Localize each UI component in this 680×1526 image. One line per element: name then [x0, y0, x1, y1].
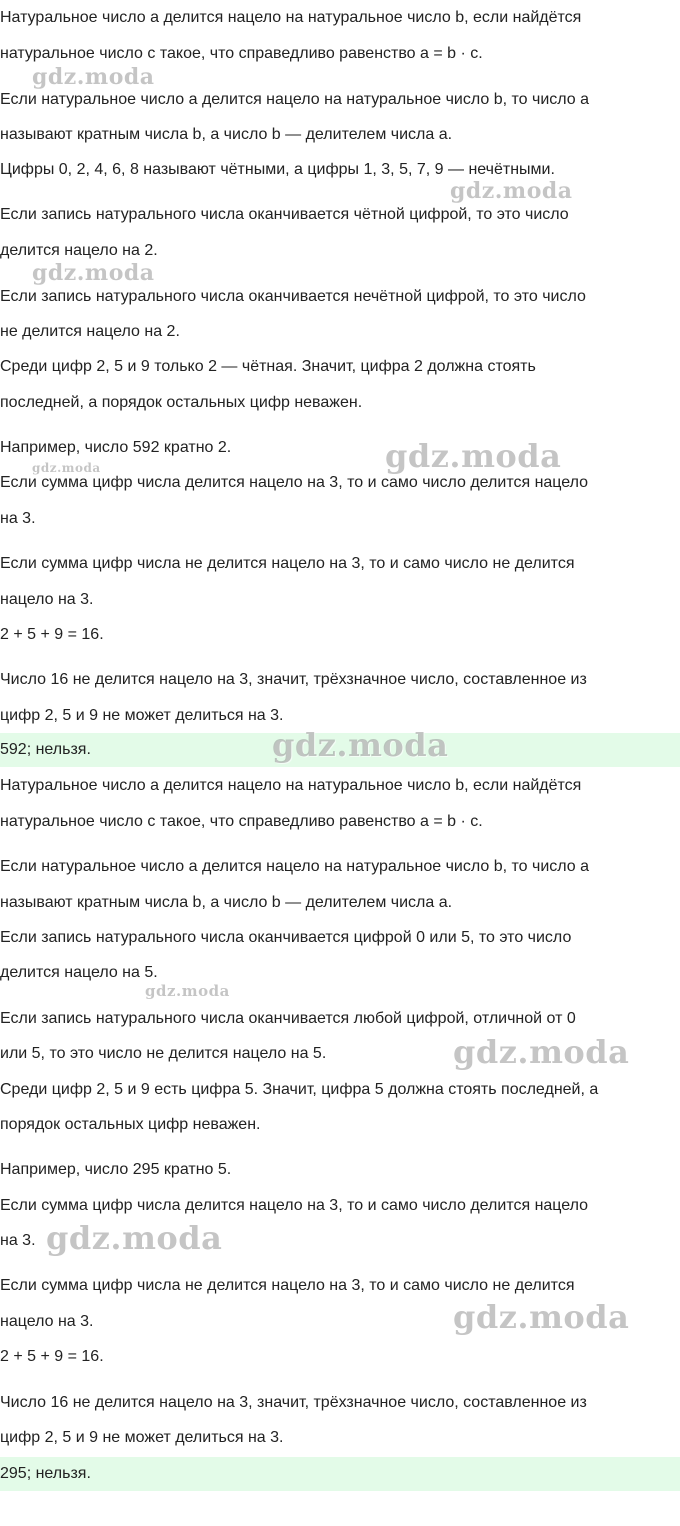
watermark: gdz.moda [272, 726, 449, 764]
text-line: Например, число 295 кратно 5. [0, 1161, 232, 1178]
text-line: Например, число 592 кратно 2. [0, 439, 232, 456]
text-line: делится нацело на 5. [0, 964, 158, 981]
watermark: gdz.moda [145, 982, 230, 1000]
text-line: делится нацело на 2. [0, 242, 158, 259]
text-line: Число 16 не делится нацело на 3, значит, трёхзначное число, составленное из [0, 1394, 587, 1411]
text-line: Если сумма цифр числа делится нацело на 3, то и само число делится нацело [0, 1197, 589, 1214]
text-line: последней, а порядок остальных цифр неважен. [0, 394, 363, 411]
text-line: Число 16 не делится нацело на 3, значит, трёхзначное число, составленное из [0, 671, 587, 688]
text-line: на 3. [0, 1232, 36, 1249]
watermark: gdz.moda [453, 1033, 630, 1071]
watermark: gdz.moda [450, 178, 573, 204]
text-line: Среди цифр 2, 5 и 9 есть цифра 5. Значит, цифра 5 должна стоять последней, а [0, 1081, 599, 1098]
text-line: Если запись натурального числа оканчивается цифрой 0 или 5, то это число [0, 929, 572, 946]
text-line: нацело на 3. [0, 1313, 94, 1330]
text-line: Если натуральное число a делится нацело на натуральное число b, то число a [0, 91, 590, 108]
text-line: Натуральное число a делится нацело на натуральное число b, если найдётся [0, 9, 582, 26]
text-line: или 5, то это число не делится нацело на 5. [0, 1045, 327, 1062]
text-line: порядок остальных цифр неважен. [0, 1116, 261, 1133]
text-line: не делится нацело на 2. [0, 323, 180, 340]
text-line: называют кратным числа b, а число b — делителем числа a. [0, 126, 453, 143]
text-line: Если запись натурального числа оканчивается чётной цифрой, то это число [0, 206, 569, 223]
equation-line: 2 + 5 + 9 = 16. [0, 1348, 104, 1365]
equation-line: 2 + 5 + 9 = 16. [0, 626, 104, 643]
text-line: натуральное число c такое, что справедливо равенство a = b · c. [0, 45, 483, 62]
answer-box: 592; нельзя. [0, 733, 680, 767]
watermark: gdz.moda [32, 64, 155, 90]
text-line: на 3. [0, 510, 36, 527]
text-line: нацело на 3. [0, 591, 94, 608]
watermark: gdz.moda [46, 1219, 223, 1257]
text-line: Если натуральное число a делится нацело на натуральное число b, то число a [0, 858, 590, 875]
text-line: Если запись натурального числа оканчивается нечётной цифрой, то это число [0, 288, 586, 305]
text-line: Цифры 0, 2, 4, 6, 8 называют чётными, а цифры 1, 3, 5, 7, 9 — нечётными. [0, 161, 555, 178]
text-line: Если сумма цифр числа делится нацело на 3, то и само число делится нацело [0, 474, 589, 491]
text-line: натуральное число c такое, что справедливо равенство a = b · c. [0, 813, 483, 830]
text-line: Среди цифр 2, 5 и 9 только 2 — чётная. Значит, цифра 2 должна стоять [0, 358, 536, 375]
watermark: gdz.moda [32, 461, 101, 475]
text-line: Если сумма цифр числа не делится нацело на 3, то и само число не делится [0, 1277, 575, 1294]
text-line: цифр 2, 5 и 9 не может делиться на 3. [0, 707, 284, 724]
text-line: Если запись натурального числа оканчивается любой цифрой, отличной от 0 [0, 1010, 576, 1027]
text-line: цифр 2, 5 и 9 не может делиться на 3. [0, 1429, 284, 1446]
text-line: Натуральное число a делится нацело на натуральное число b, если найдётся [0, 777, 582, 794]
answer-box: 295; нельзя. [0, 1457, 680, 1491]
watermark: gdz.moda [32, 260, 155, 286]
watermark: gdz.moda [453, 1298, 630, 1336]
watermark: gdz.moda [385, 437, 562, 475]
text-line: Если сумма цифр числа не делится нацело на 3, то и само число не делится [0, 555, 575, 572]
text-line: называют кратным числа b, а число b — делителем числа a. [0, 894, 453, 911]
